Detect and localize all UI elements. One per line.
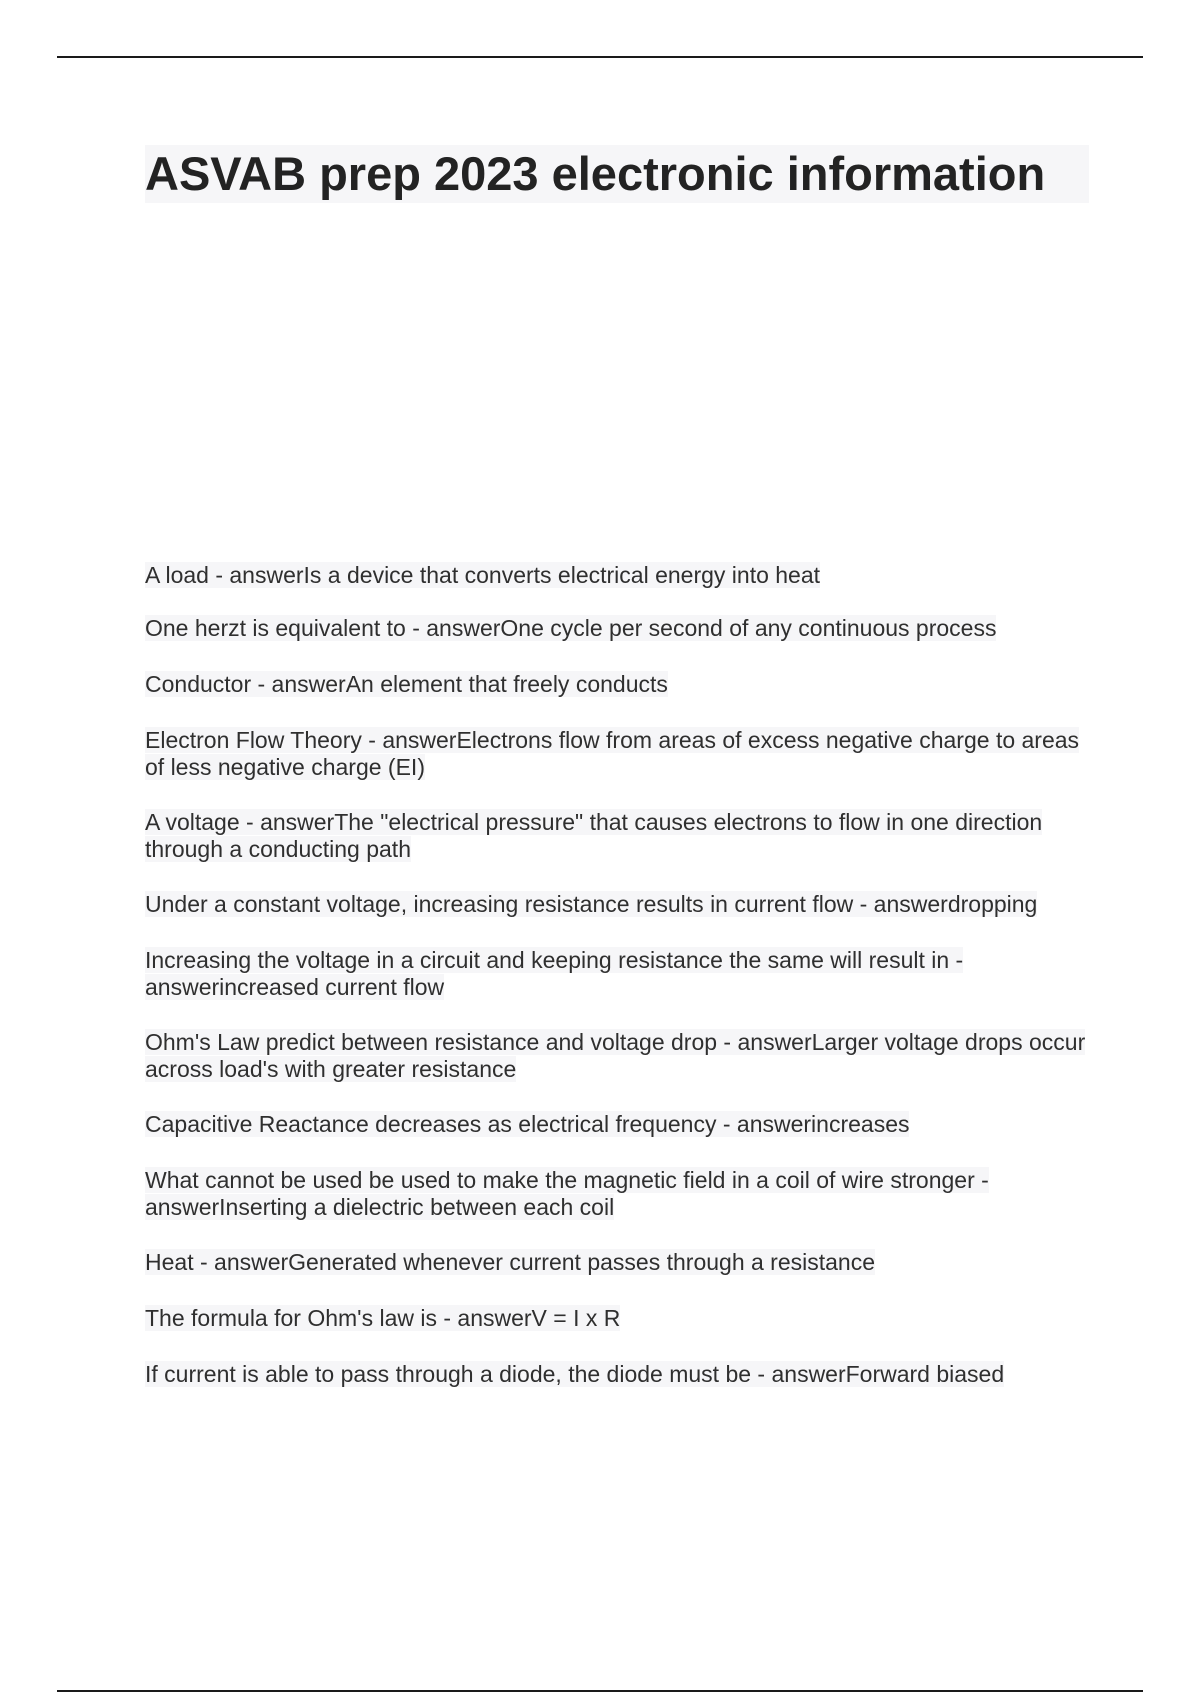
qa-item-text: A voltage - answerThe "electrical pressure" that causes electrons to flow in one direction through a conducting path <box>145 809 1043 862</box>
qa-item-text: A load - answerIs a device that converts electrical energy into heat <box>145 562 821 588</box>
qa-item-text: What cannot be used be used to make the magnetic field in a coil of wire stronger - answerInserting a dielectric between each coil <box>145 1167 989 1220</box>
top-rule <box>57 56 1143 58</box>
qa-item-text: Electron Flow Theory - answerElectrons flow from areas of excess negative charge to areas of less negative charge (EI) <box>145 727 1080 780</box>
qa-item-text: If current is able to pass through a diode, the diode must be - answerForward biased <box>145 1361 1005 1387</box>
qa-item-text: Capacitive Reactance decreases as electrical frequency - answerincreases <box>145 1111 910 1137</box>
qa-item-text: Under a constant voltage, increasing resistance results in current flow - answerdropping <box>145 891 1038 917</box>
document-title: ASVAB prep 2023 electronic information <box>145 145 1089 203</box>
qa-item <box>145 671 1095 698</box>
qa-item-text: Ohm's Law predict between resistance and voltage drop - answerLarger voltage drops occur across load's with greater resistance <box>145 1029 1086 1082</box>
qa-item-text: Increasing the voltage in a circuit and keeping resistance the same will result in - answerincreased current flow <box>145 947 964 1000</box>
qa-item <box>145 727 1095 781</box>
qa-item <box>145 1167 1095 1221</box>
qa-item <box>145 891 1095 918</box>
bottom-rule <box>57 1690 1143 1692</box>
qa-item <box>145 562 1095 589</box>
qa-item <box>145 615 1095 642</box>
qa-item <box>145 809 1095 863</box>
qa-item <box>145 1249 1095 1276</box>
qa-item-text: Conductor - answerAn element that freely conducts <box>145 671 668 697</box>
qa-list <box>145 562 1095 1388</box>
qa-item <box>145 1305 1095 1332</box>
qa-item <box>145 1029 1095 1083</box>
qa-item-text: One herzt is equivalent to - answerOne cycle per second of any continuous process <box>145 615 997 641</box>
qa-item <box>145 1361 1095 1388</box>
qa-item <box>145 1111 1095 1138</box>
qa-item <box>145 947 1095 1001</box>
qa-item-text: Heat - answerGenerated whenever current passes through a resistance <box>145 1249 876 1275</box>
qa-item-text: The formula for Ohm's law is - answerV = I x R <box>145 1305 621 1331</box>
